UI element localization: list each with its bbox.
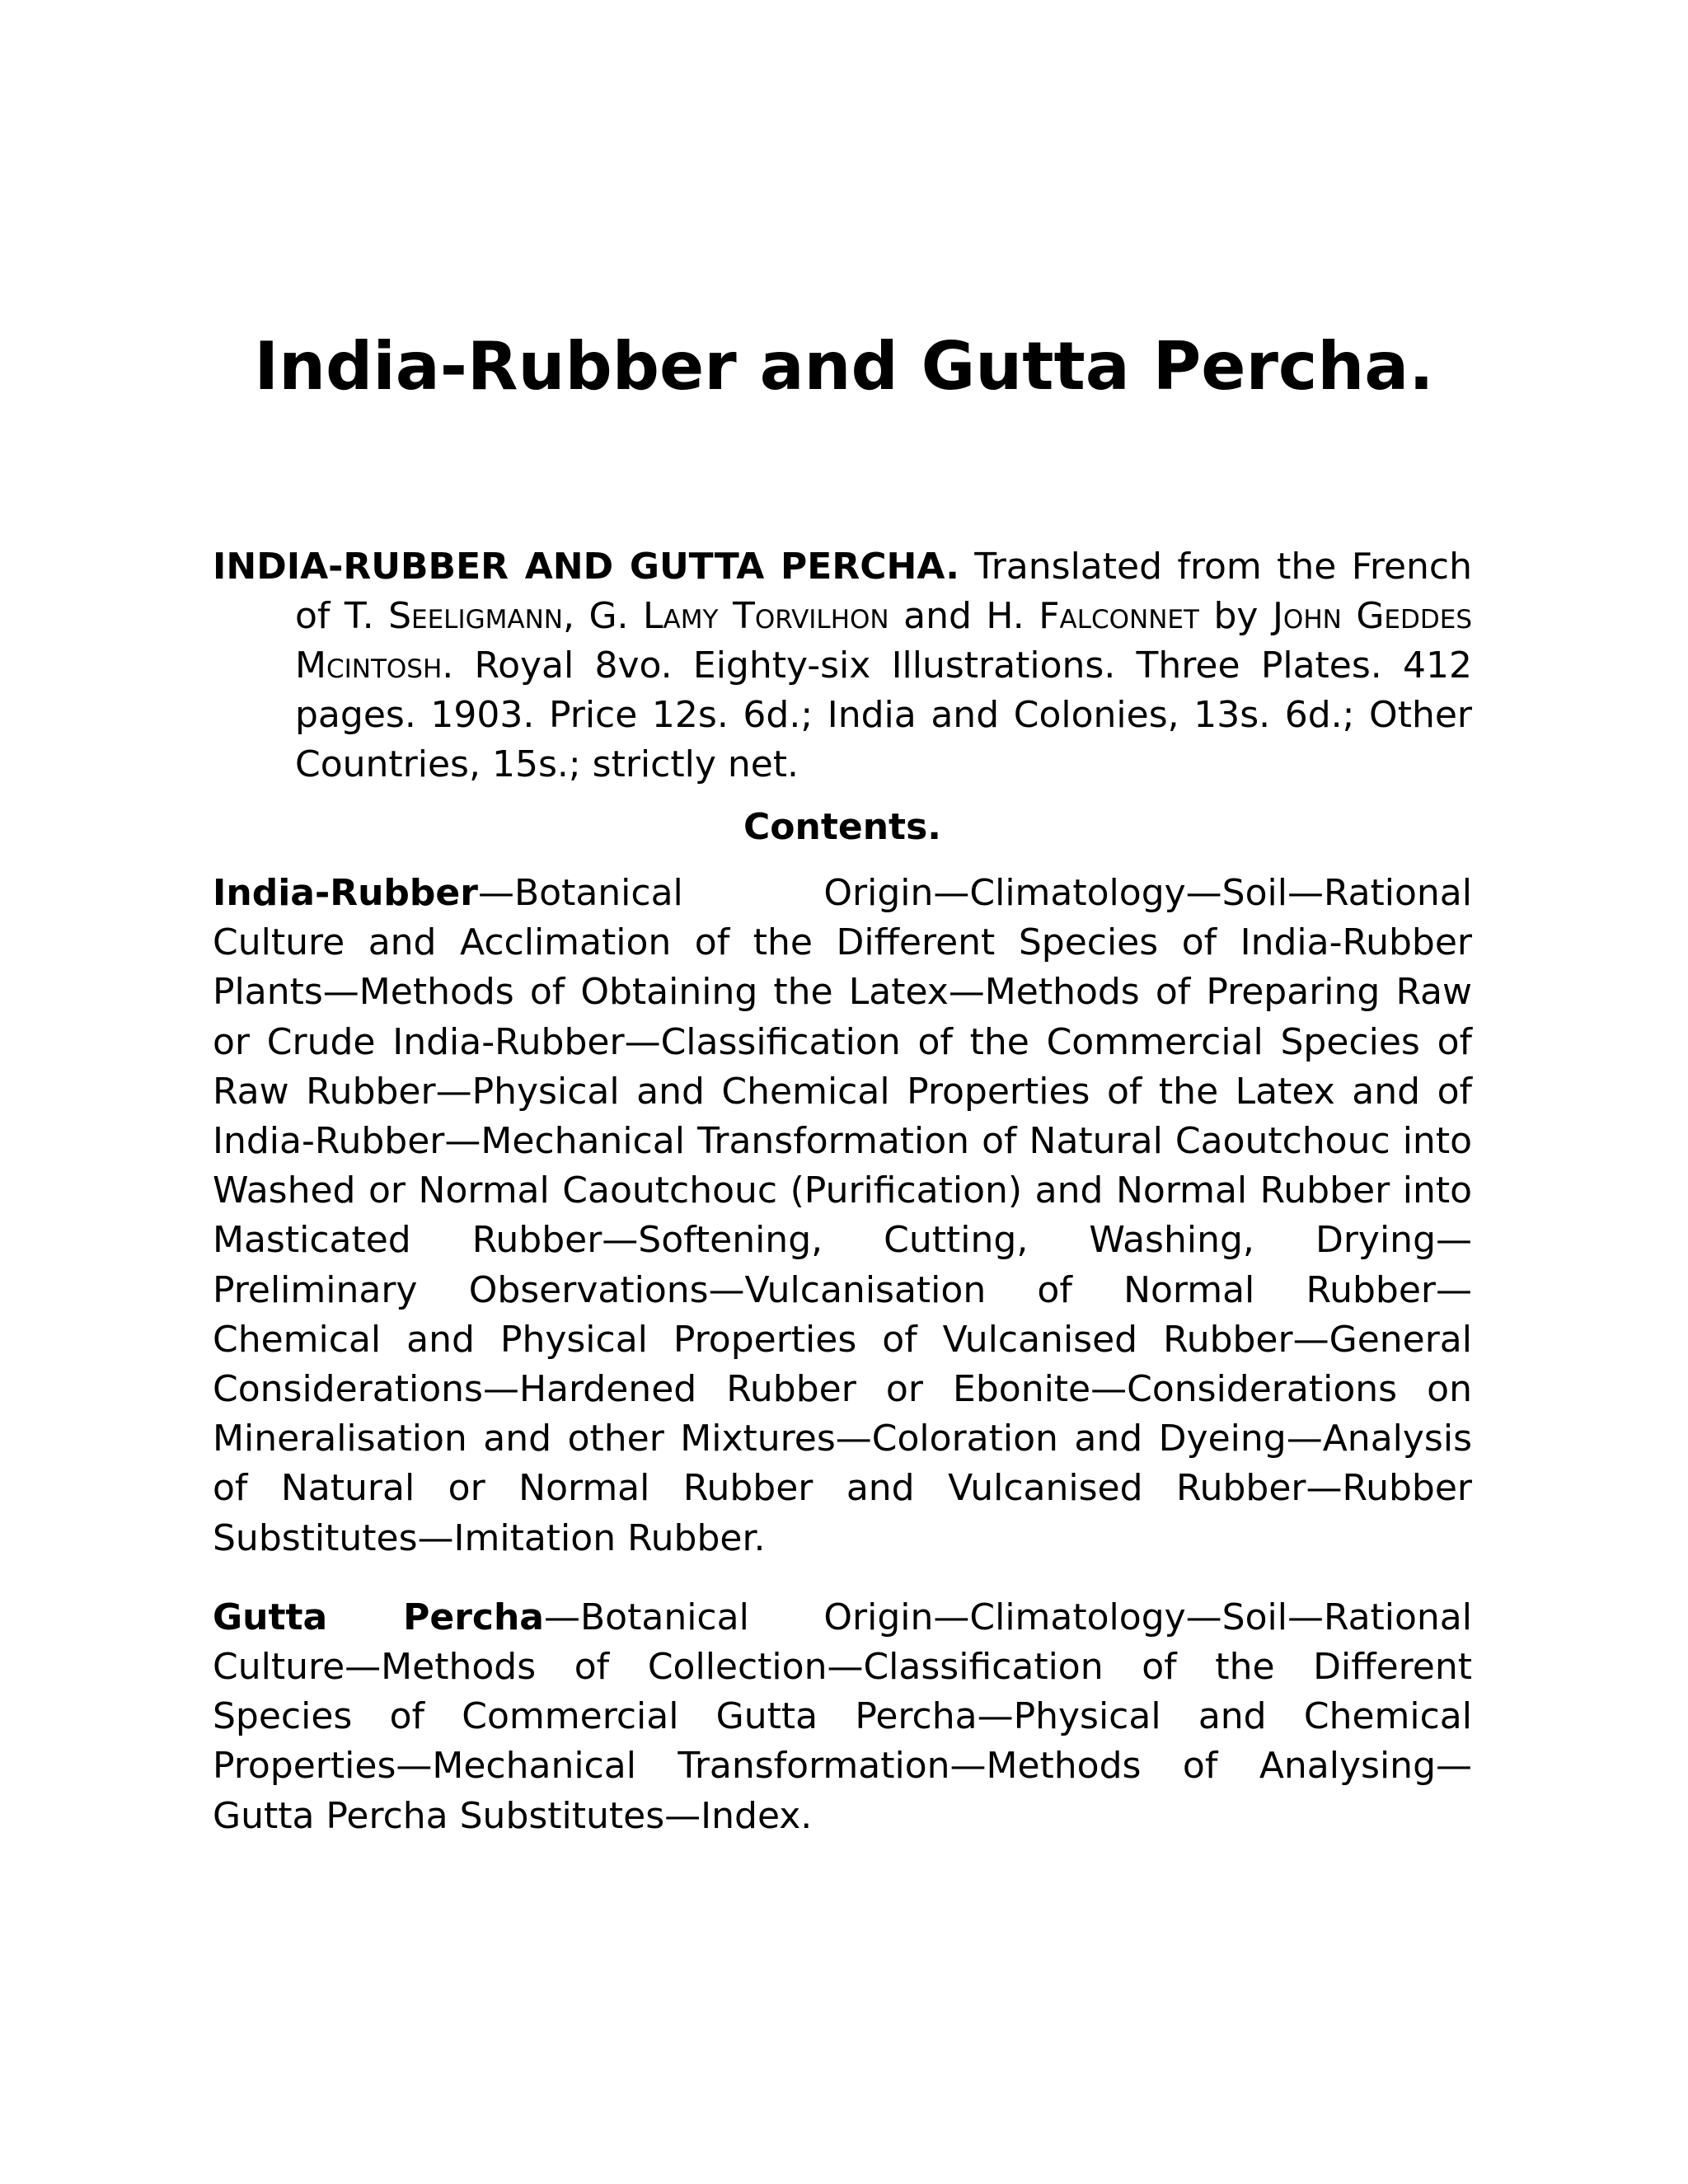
entry-text-2: , G. [562, 595, 644, 637]
contents-heading: Contents. [743, 806, 941, 848]
book-entry [213, 542, 1472, 790]
entry-text-4: by [1198, 595, 1273, 637]
author-falconnet: Falconnet [1039, 595, 1199, 637]
main-content [213, 542, 1472, 1871]
translator-name: John Geddes Mcintosh [295, 595, 1473, 687]
entry-text-3: and H. [889, 595, 1039, 637]
section-heading-gutta-percha: Gutta Percha [213, 1596, 544, 1638]
section-india-rubber [213, 869, 1472, 1563]
entry-text-5: . Royal 8vo. Eighty-six Illustrations. Three Plates. 412 pages. 1903. Price 12s. 6d.; India and Colonies, 13s. 6d.; Other Countries, 15s.; strictly net. [295, 644, 1472, 785]
section-gutta-percha [213, 1593, 1472, 1841]
page-title: India-Rubber and Gutta Percha. [254, 328, 1434, 405]
author-seeligmann: Seeligmann [388, 595, 563, 637]
book-title: INDIA-RUBBER AND GUTTA PERCHA. [213, 546, 959, 588]
section-text-gutta-percha: —Botanical Origin—Climatology—Soil—Rational Culture—Methods of Collection—Classification of the Different Species of Commercial Gutta Percha—Physical and Chemical Properties—Mechanical Transformation—Methods of Analysing—Gutta Percha Substitutes—Index. [213, 1596, 1472, 1837]
section-text-india-rubber: —Botanical Origin—Climatology—Soil—Rational Culture and Acclimation of the Different Species of India-Rubber Plants—Methods of Obtaining the Latex—Methods of Preparing Raw or Crude India-Rubber—Classification of the Commercial Species of Raw Rubber—Physical and Chemical Properties of the Latex and of India-Rubber—Mechanical Transformation of Natural Caoutchouc into Washed or Normal Caoutchouc (Purification) and Normal Rubber into Masticated Rubber—Softening, Cutting, Washing, Drying—Preliminary Observations—Vulcanisation of Normal Rubber—Chemical and Physical Properties of Vulcanised Rubber—General Considerations—Hardened Rubber or Ebonite—Considerations on Mineralisation and other Mixtures—Coloration and Dyeing—Analysis of Natural or Normal Rubber and Vulcanised Rubber—Rubber Substitutes—Imitation Rubber. [213, 872, 1472, 1559]
entry-text-1: Translated from the French of T. [295, 546, 1472, 637]
section-heading-india-rubber: India-Rubber [213, 872, 478, 914]
author-lamy-torvilhon: Lamy Torvilhon [643, 595, 889, 637]
